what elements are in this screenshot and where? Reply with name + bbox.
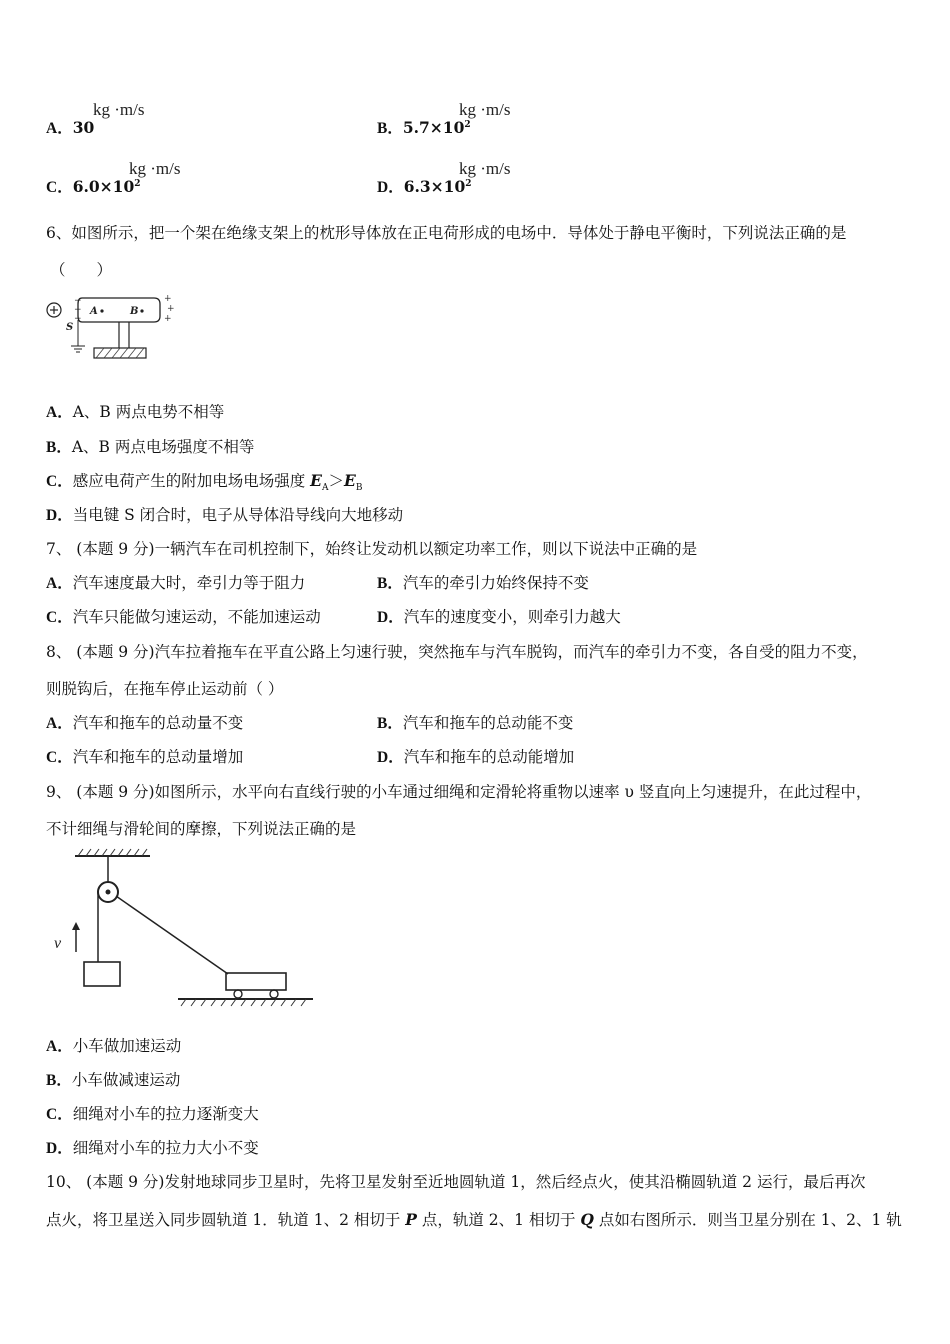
q9-option-a: A．小车做加速运动 (46, 1037, 182, 1055)
svg-text:−: − (74, 296, 82, 306)
q6-stem-line2: （ ） (50, 261, 113, 279)
q5-option-b-unit: kg ·m/s (459, 100, 511, 119)
q8-stem-line1: 8、 (本题 9 分)汽车拉着拖车在平直公路上匀速行驶，突然拖车与汽车脱钩，而汽车的牵引力不变，各自受的阻力不变， (46, 643, 868, 661)
q6-conductor-figure (44, 290, 179, 365)
q6-option-c: C．感应电荷产生的附加电场电场强度 $E_A>E_B$ (46, 471, 363, 494)
q8-option-c: C．汽车和拖车的总动量增加 (46, 748, 244, 766)
insulating-stand (94, 348, 146, 358)
q8-option-d: D．汽车和拖车的总动能增加 (377, 748, 575, 766)
q9-option-d: D．细绳对小车的拉力大小不变 (46, 1139, 259, 1157)
q6-option-b: B．A、B 两点电场强度不相等 (46, 438, 255, 456)
q7-stem: 7、 (本题 9 分)一辆汽车在司机控制下，始终让发动机以额定功率工作，则以下说法中正确的是 (46, 540, 698, 558)
point-b-label: B (130, 306, 139, 317)
q8-option-b: B．汽车和拖车的总动能不变 (377, 714, 574, 732)
q5-option-c-unit: kg ·m/s (129, 159, 181, 178)
svg-text:+: + (164, 314, 172, 324)
svg-text:+: + (164, 294, 172, 304)
q8-option-a: A．汽车和拖车的总动量不变 (46, 714, 244, 732)
q7-option-d: D．汽车的速度变小，则牵引力越大 (377, 608, 621, 626)
rope-slanted (116, 896, 228, 974)
point-a-label: A (90, 306, 98, 317)
svg-text:−: − (74, 314, 82, 324)
q10-stem-line1: 10、 (本题 9 分)发射地球同步卫星时，先将卫星发射至近地圆轨道 1，然后经点火，使其沿椭圆轨道 2 运行，最后再次 (46, 1173, 866, 1191)
q9-option-b: B．小车做减速运动 (46, 1071, 181, 1089)
q5-option-a: A．30 (46, 118, 95, 137)
switch-label: S (66, 322, 74, 333)
q9-pulley-figure (50, 848, 320, 1010)
q5-option-d: D．$6.3\times 10^2$ (377, 177, 472, 196)
q10-stem-line2: 点火，将卫星送入同步圆轨道 1．轨道 1、2 相切于 P 点，轨道 2、1 相切于 Q 点如右图所示．则当卫星分别在 1、2、1 轨 (46, 1210, 902, 1229)
q7-option-b: B．汽车的牵引力始终保持不变 (377, 574, 589, 592)
q6-option-a: A．A、B 两点电势不相等 (46, 403, 225, 421)
q9-option-c: C．细绳对小车的拉力逐渐变大 (46, 1105, 259, 1123)
q7-option-a: A．汽车速度最大时，牵引力等于阻力 (46, 574, 306, 592)
q5-option-a-unit: kg ·m/s (93, 100, 145, 119)
weight-block (84, 962, 120, 986)
q7-option-c: C．汽车只能做匀速运动，不能加速运动 (46, 608, 321, 626)
q5-option-c: C．$6.0\times 10^2$ (46, 177, 141, 196)
q9-stem-line2: 不计细绳与滑轮间的摩擦，下列说法正确的是 (46, 820, 357, 838)
q6-option-d: D．当电键 S 闭合时，电子从导体沿导线向大地移动 (46, 506, 404, 524)
velocity-label: v (54, 935, 62, 952)
q8-stem-line2: 则脱钩后，在拖车停止运动前（ ） (46, 680, 284, 698)
q6-stem-line1: 6、如图所示，把一个架在绝缘支架上的枕形导体放在正电荷形成的电场中．导体处于静电平衡时，下列说法正确的是 (46, 224, 847, 242)
svg-text:−: − (74, 305, 82, 315)
q5-option-b: B．$5.7\times 10^2$ (377, 118, 471, 137)
q9-stem-line1: 9、 (本题 9 分)如图所示，水平向右直线行驶的小车通过细绳和定滑轮将重物以速率 υ 竖直向上匀速提升，在此过程中， (46, 783, 872, 801)
svg-text:+: + (167, 304, 175, 314)
q5-option-d-unit: kg ·m/s (459, 159, 511, 178)
cart (226, 973, 286, 990)
